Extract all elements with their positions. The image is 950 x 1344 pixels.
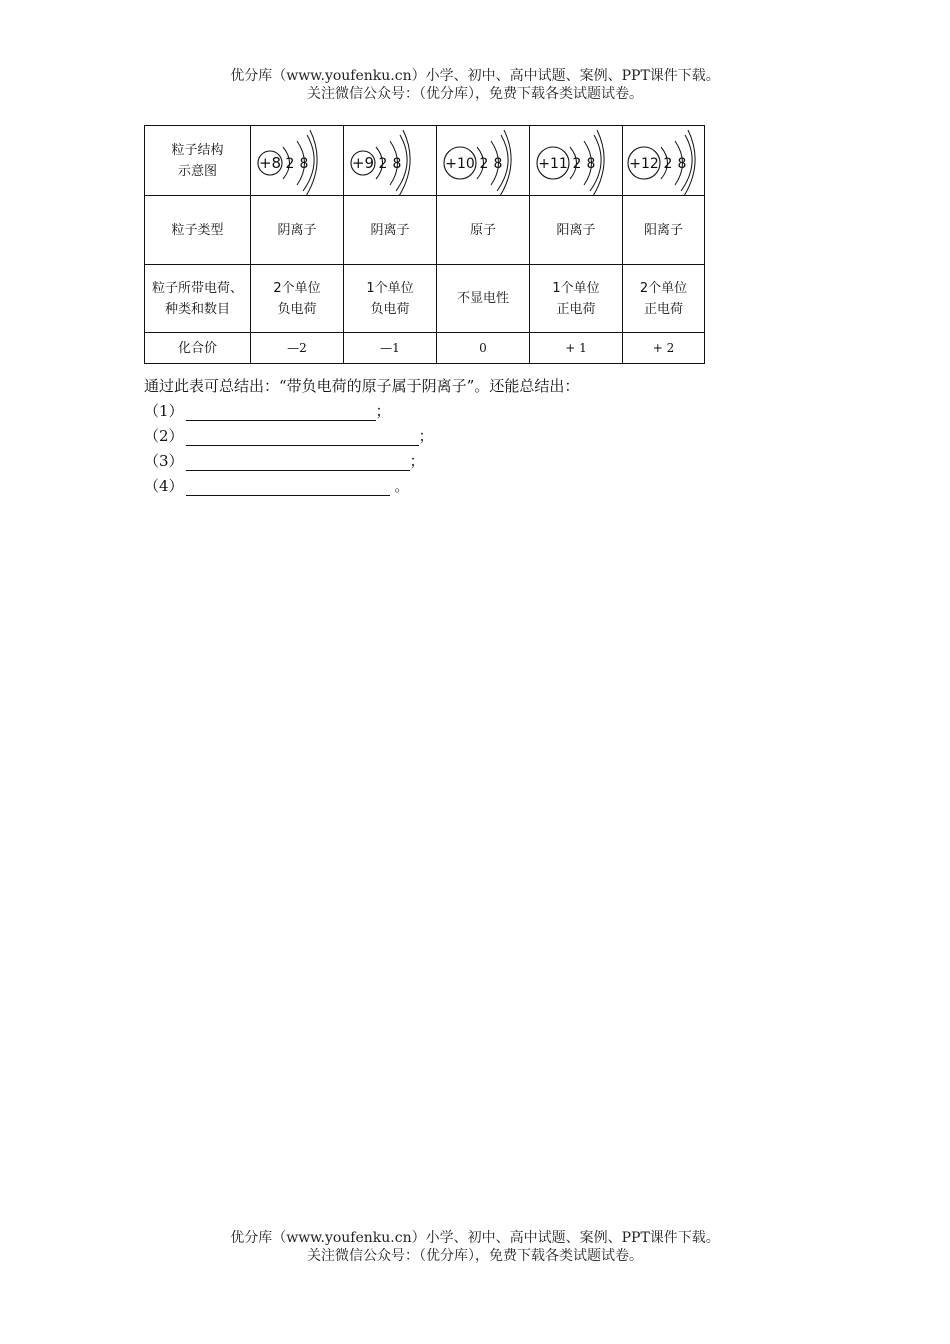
valence-cell: 0 — [437, 333, 530, 364]
charge-cell — [251, 265, 344, 333]
diagram-cell — [530, 126, 623, 196]
valence-cell: —2 — [251, 333, 344, 364]
type-row — [145, 196, 705, 265]
atom-diagram-neon — [441, 127, 525, 195]
answer-number: （4） — [144, 477, 184, 495]
footer-line-2: 关注微信公众号：（优分库），免费下载各类试题试卷。 — [307, 1248, 643, 1264]
diagram-cell — [251, 126, 344, 196]
answer-end-punct: 。 — [389, 477, 410, 495]
answer-number: （1） — [144, 402, 184, 420]
row-label-charge-line-1: 粒子所带电荷、 — [151, 280, 243, 296]
valence-cell: + 1 — [530, 333, 623, 364]
shell-electron-count: 2 — [285, 155, 295, 172]
diagram-cell — [437, 126, 530, 196]
header-line-1: 优分库（www.youfenku.cn）小学、初中、高中试题、案例、PPT课件下载。 — [230, 68, 720, 84]
summary-text: 通过此表可总结出：“带负电荷的原子属于阴离子”。还能总结出： — [144, 377, 580, 395]
type-cell: 阴离子 — [344, 196, 437, 265]
answer-4 — [144, 476, 409, 496]
answer-number: （2） — [144, 427, 184, 445]
atom-diagram-fluorine — [348, 127, 432, 195]
charge-line-2: 负电荷 — [277, 301, 317, 317]
type-cell: 阴离子 — [251, 196, 344, 265]
page-footer — [0, 1229, 950, 1265]
nucleus-charge: +10 — [445, 155, 475, 172]
charge-cell — [530, 265, 623, 333]
charge-line-1: 不显电性 — [456, 291, 509, 306]
shell-electron-count: 8 — [493, 155, 503, 172]
header-line-2: 关注微信公众号：（优分库），免费下载各类试题试卷。 — [307, 86, 643, 102]
answer-2 — [144, 426, 434, 446]
shell-electron-count: 8 — [392, 155, 402, 172]
type-cell: 阳离子 — [530, 196, 623, 265]
row-label-diagram — [145, 126, 251, 196]
answer-3 — [144, 451, 425, 471]
answer-blank-3[interactable] — [186, 455, 410, 471]
answer-blank-4[interactable] — [186, 480, 390, 496]
charge-line-2: 正电荷 — [556, 301, 596, 317]
row-label-charge — [145, 265, 251, 333]
shell-electron-count: 2 — [378, 155, 388, 172]
nucleus-charge: +11 — [538, 155, 568, 172]
valence-row — [145, 333, 705, 364]
charge-line-2: 正电荷 — [643, 301, 683, 317]
row-label-diagram-line-2: 示意图 — [177, 163, 217, 179]
page-header — [0, 67, 950, 103]
answer-1 — [144, 401, 391, 421]
charge-line-1: 1个单位 — [366, 280, 414, 296]
shell-electron-count: 2 — [572, 155, 582, 172]
diagram-cell — [623, 126, 705, 196]
nucleus-charge: +9 — [351, 153, 375, 172]
atom-diagram-oxygen — [255, 127, 339, 195]
shell-electron-count: 8 — [299, 155, 309, 172]
charge-line-1: 1个单位 — [552, 280, 600, 296]
shell-electron-count: 2 — [663, 155, 672, 172]
answer-blank-2[interactable] — [186, 430, 419, 446]
particle-table — [144, 125, 705, 364]
row-label-charge-line-2: 种类和数目 — [164, 301, 230, 317]
answer-end-punct: ； — [418, 427, 434, 445]
atom-diagram-magnesium — [625, 127, 703, 195]
answer-blank-1[interactable] — [186, 405, 376, 421]
diagram-row — [145, 126, 705, 196]
type-cell: 原子 — [437, 196, 530, 265]
valence-cell: + 2 — [623, 333, 705, 364]
charge-line-1: 2个单位 — [639, 280, 688, 296]
shell-electron-count: 8 — [586, 155, 596, 172]
row-label-type: 粒子类型 — [145, 196, 251, 265]
row-label-valence: 化合价 — [145, 333, 251, 364]
diagram-cell — [344, 126, 437, 196]
charge-cell — [623, 265, 705, 333]
valence-cell: —1 — [344, 333, 437, 364]
answer-end-punct: ； — [375, 402, 391, 420]
atom-diagram-sodium — [534, 127, 618, 195]
charge-cell — [344, 265, 437, 333]
nucleus-charge: +8 — [258, 153, 282, 172]
answer-end-punct: ； — [409, 452, 425, 470]
answer-number: （3） — [144, 452, 184, 470]
footer-line-1: 优分库（www.youfenku.cn）小学、初中、高中试题、案例、PPT课件下载。 — [230, 1230, 720, 1246]
charge-line-1: 2个单位 — [273, 280, 321, 296]
nucleus-charge: +12 — [628, 155, 659, 172]
shell-electron-count: 8 — [677, 155, 686, 172]
charge-cell — [437, 265, 530, 333]
row-label-diagram-line-1: 粒子结构 — [171, 142, 224, 158]
charge-line-2: 负电荷 — [370, 301, 410, 317]
shell-electron-count: 2 — [479, 155, 489, 172]
type-cell: 阳离子 — [623, 196, 705, 265]
charge-row — [145, 265, 705, 333]
